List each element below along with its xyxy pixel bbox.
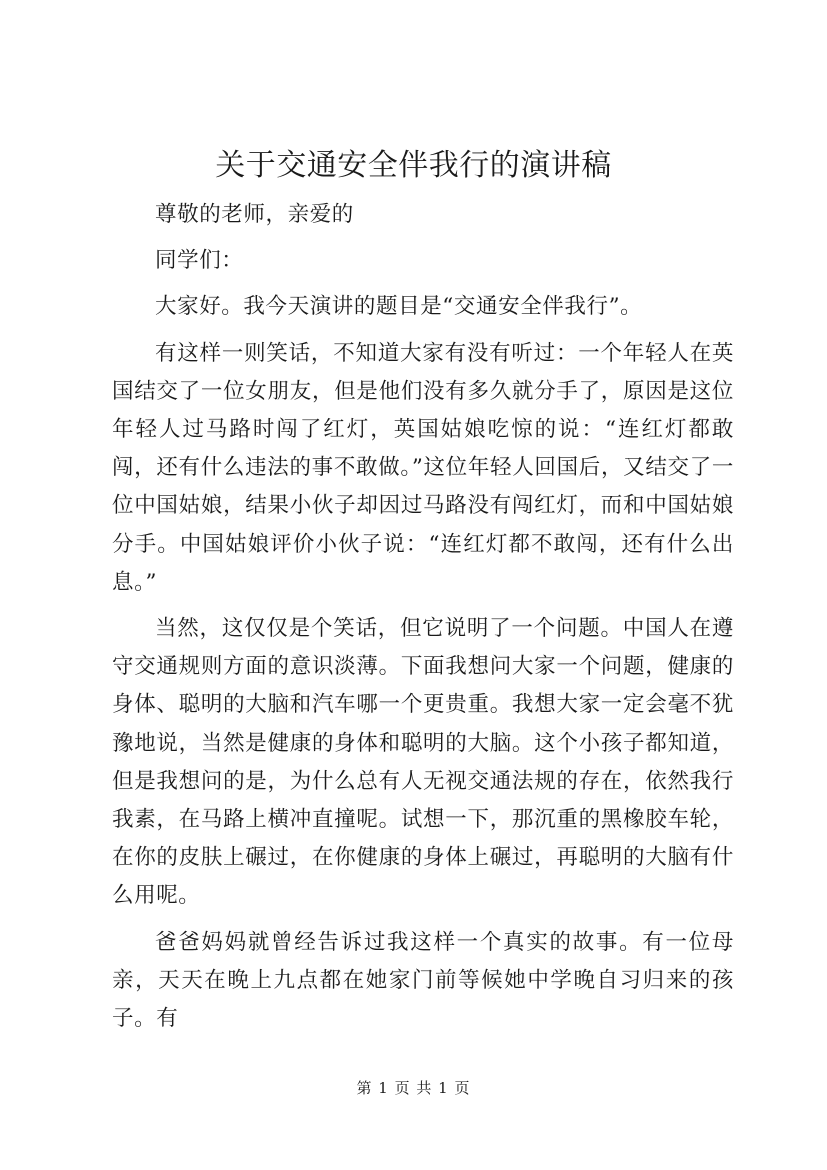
document-title: 关于交通安全伴我行的演讲稿 bbox=[215, 148, 612, 183]
paragraph-salutation-1: 尊敬的老师，亲爱的 bbox=[155, 202, 354, 227]
paragraph-joke: 有这样一则笑话，不知道大家有没有听过：一个年轻人在英国结交了一位女朋友，但是他们没有多久就分手了，原因是这位年轻人过马路时闯了红灯，英国姑娘吃惊的说：“连红灯都敢闯，还有什么违法的事不敢做。”这位年轻人回国后，又结交了一位中国姑娘，结果小伙子却因过马路没有闯红灯，而和中国姑娘分手。中国姑娘评价小伙子说：“连红灯都不敢闯，还有什么出息。” bbox=[112, 340, 734, 595]
paragraph-salutation-2: 同学们： bbox=[155, 248, 244, 274]
document-body bbox=[112, 196, 734, 1046]
paragraph-reflection: 当然，这仅仅是个笑话，但它说明了一个问题。中国人在遵守交通规则方面的意识淡薄。下面我想问大家一个问题，健康的身体、聪明的大脑和汽车哪一个更贵重。我想大家一定会毫不犹豫地说，当然是健康的身体和聪明的大脑。这个小孩子都知道，但是我想问的是，为什么总有人无视交通法规的存在，依然我行我素，在马路上横冲直撞呢。试想一下，那沉重的黑橡胶车轮，在你的皮肤上碾过，在你健康的身体上碾过，再聪明的大脑有什么用呢。 bbox=[112, 616, 734, 909]
page-footer: 第 1 页 共 1 页 bbox=[356, 1079, 471, 1097]
paragraph-greeting: 大家好。我今天演讲的题目是“交通安全伴我行”。 bbox=[155, 294, 643, 320]
paragraph-story: 爸爸妈妈就曾经告诉过我这样一个真实的故事。有一位母亲，天天在晚上九点都在她家门前等候她中学晚自习归来的孩子。有 bbox=[112, 929, 734, 1032]
